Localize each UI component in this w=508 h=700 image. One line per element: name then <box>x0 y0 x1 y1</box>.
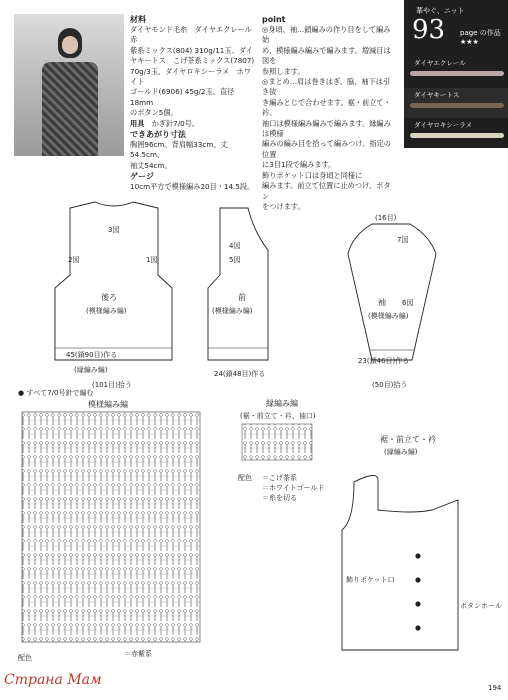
point-heading: point <box>262 15 286 24</box>
front-band-outline <box>342 475 458 650</box>
materials-line: 紫系ミックス(804) 310g/11玉、ダイ <box>130 45 253 55</box>
pattern-color-label: 配色 <box>18 654 32 662</box>
sleeve-title: 袖 <box>378 298 386 307</box>
size-line: 胸囲96cm、背肩幅33cm、丈54.5cm、 <box>130 140 228 160</box>
point-line: 編みます。前立て位置に止めつけ、ボタン <box>262 181 391 201</box>
page-number: 194 <box>488 684 502 692</box>
yarn-sample <box>410 71 504 76</box>
pattern-title: 模様編み編 <box>88 400 128 409</box>
front-fig5: 5図 <box>229 256 241 264</box>
button-mark <box>415 625 420 630</box>
yarn-name: ダイヤエクレール <box>414 59 466 67</box>
point-line: め、模様編み編みで編みます。増減目は図を <box>262 45 391 66</box>
sleeve-top: (16目) <box>375 214 397 222</box>
tools-text: かぎ針7/0号。 <box>151 118 200 128</box>
model-photo <box>14 14 124 156</box>
pattern-color-legend: ＝赤紫系 <box>124 650 152 658</box>
point-line: をつけます。 <box>262 201 305 211</box>
button-mark <box>415 553 420 558</box>
edging-color-legend: ＝こげ茶系 <box>262 474 297 482</box>
model-face <box>62 36 78 54</box>
front-band-sub: (縁編み編) <box>384 448 418 456</box>
edging-colors-label: 配色 <box>238 474 252 482</box>
sleeve-fig: 6図 <box>402 299 414 307</box>
pattern-number: 93 <box>412 15 446 45</box>
point-line: 飾りポケット口は身頃と同様に <box>262 170 363 180</box>
gauge-heading: ゲージ <box>130 172 154 182</box>
size-line: 袖丈54cm。 <box>130 160 172 170</box>
sleeve-fig7: 7図 <box>397 236 409 244</box>
back-edging: (縁編み編) <box>74 366 108 374</box>
garment-schematics <box>0 180 508 395</box>
point-line: ◎身頃、袖…鎖編みの作り目をして編み始 <box>262 25 391 45</box>
yarn-swatch-panel <box>404 0 508 148</box>
edging-grid <box>242 424 312 460</box>
yarn-swatch <box>404 118 508 148</box>
back-width: (101目)拾う <box>92 381 132 389</box>
button-mark <box>415 601 420 606</box>
button-mark <box>415 577 420 582</box>
front-cast: 24(鎖48目)作る <box>214 370 266 378</box>
tools-heading: 用具 <box>130 118 145 128</box>
materials-heading: 材料 <box>130 15 146 24</box>
pocket-label: 飾りポケット口 <box>346 576 395 584</box>
model-sweater <box>42 62 98 156</box>
materials-line: ヤキートス こげ茶系ミックス(7807) <box>130 56 255 66</box>
edging-cut-label: ＝糸を切る <box>262 494 297 502</box>
pattern-grid <box>22 412 200 642</box>
sleeve-outline <box>348 224 436 360</box>
yarn-swatch <box>404 88 508 118</box>
point-line: ◎まとめ…肩は巻きはぎ、脇、袖下は引き抜 <box>262 77 391 97</box>
point-line: に3目1段で編みます。 <box>262 160 336 170</box>
point-line: 編みの編み目を拾って編みつけ、指定の位置 <box>262 139 391 159</box>
edging-color-legend: ＝ホワイトゴールド <box>262 484 325 492</box>
watermark-logo: Страна Мам <box>4 672 102 688</box>
size-heading: できあがり寸法 <box>130 130 186 140</box>
point-line: 袖口は模様編み編みで編みます。縁編みは模様 <box>262 118 391 139</box>
sleeve-cast: 23(鎖46目)作る <box>358 357 410 365</box>
front-fig4: 4図 <box>229 242 241 250</box>
back-fig3: 3図 <box>108 226 120 234</box>
sleeve-stitch: (模様編み編) <box>368 312 409 320</box>
materials-line: ゴールド(6906) 45g/2玉、直径18mm <box>130 87 235 107</box>
back-cast: 45(鎖90目)作る <box>66 351 118 359</box>
back-fig1: 1図 <box>146 256 158 264</box>
edging-title: 縁編み編 <box>266 399 298 408</box>
edging-sub: (裾・前立て・衿、袖口) <box>240 412 316 420</box>
back-stitch: (模様編み編) <box>86 307 127 315</box>
category-label: 華やぐ、ニット <box>416 7 465 15</box>
materials-section <box>130 14 259 193</box>
materials-line: のボタン5個。 <box>130 108 178 118</box>
yarn-sample <box>410 133 504 138</box>
sleeve-width: (50目)拾う <box>372 381 408 389</box>
yarn-name: ダイヤロキシーラメ <box>414 121 473 129</box>
page-label: page の作品 ★★★ <box>460 29 501 46</box>
front-title: 前 <box>238 293 246 302</box>
front-outline <box>208 208 268 360</box>
back-title: 後ろ <box>101 293 117 302</box>
needle-note: ● すべて7/0号針で編む <box>18 389 94 397</box>
point-line: 参照します。 <box>262 66 305 76</box>
back-fig2: 2図 <box>68 256 80 264</box>
front-band-diagram <box>318 430 504 670</box>
front-stitch: (模様編み編) <box>212 307 253 315</box>
gauge-text: 10cm平方で模様編み20目・14.5段。 <box>130 182 255 192</box>
front-band-title: 裾・前立て・衿 <box>380 435 436 444</box>
yarn-name: ダイヤキートス <box>414 91 460 99</box>
materials-line: ダイヤモンド毛糸 ダイヤエクレール 赤 <box>130 25 259 45</box>
buttonhole-label: ボタンホール <box>460 602 502 610</box>
pattern-stitch-chart <box>14 398 234 670</box>
yarn-swatch <box>404 56 508 86</box>
point-line: き編みとじで合わせます。裾・前立て・衿、 <box>262 97 391 118</box>
materials-line: 70g/3玉、ダイヤロキシーラメ ホワイト <box>130 66 251 87</box>
yarn-sample <box>410 103 504 108</box>
